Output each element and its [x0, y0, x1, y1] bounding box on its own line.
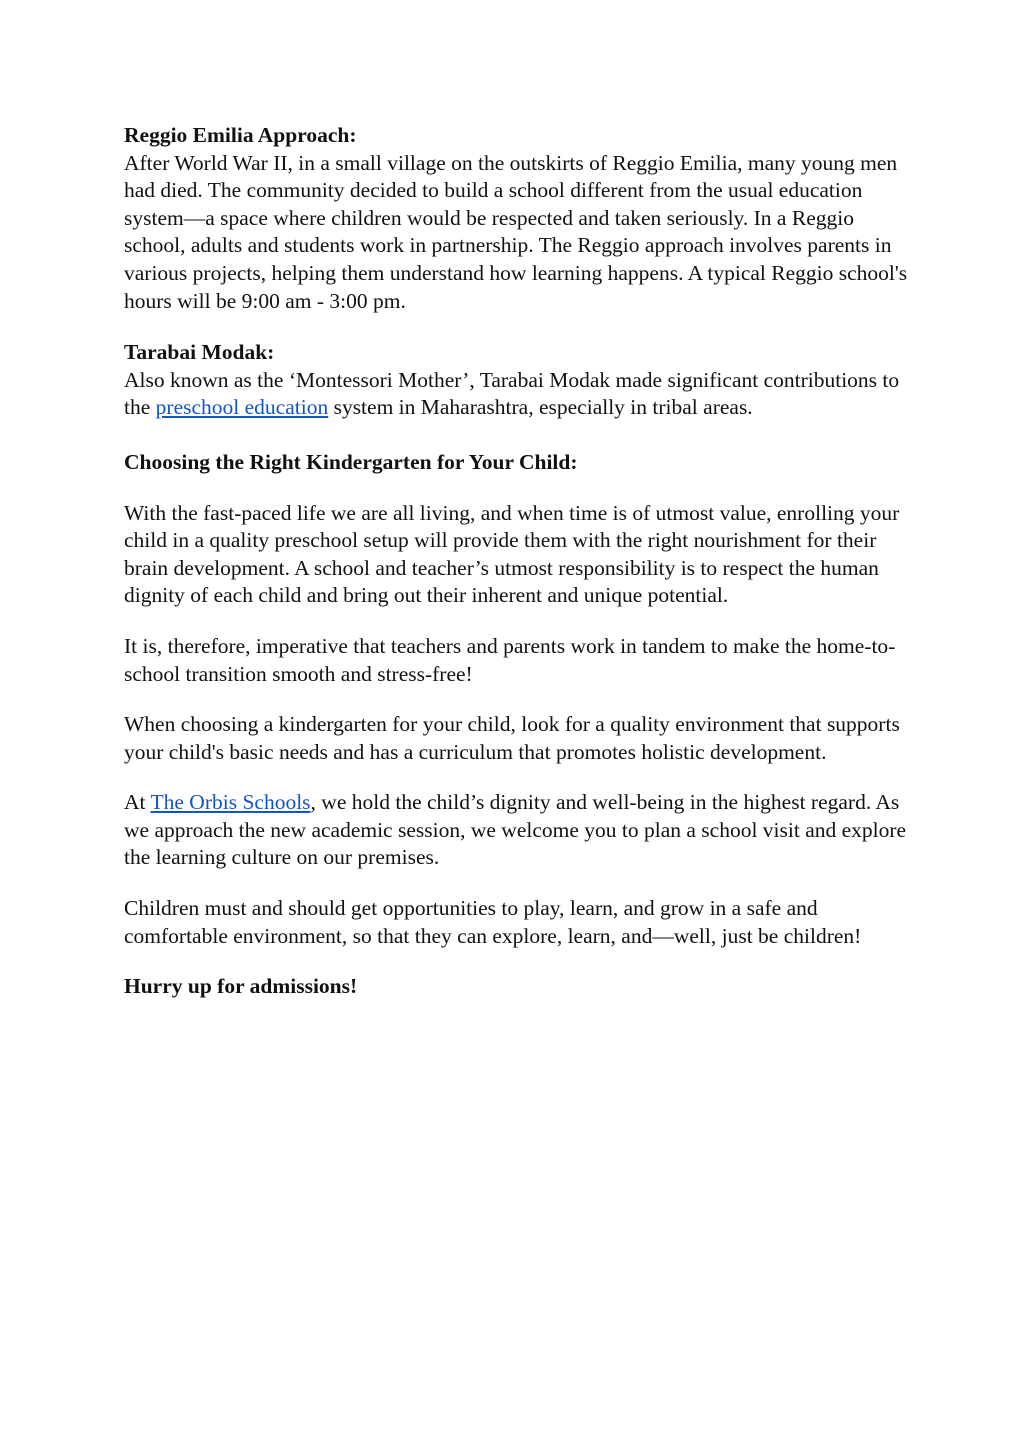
document-page	[124, 122, 914, 1001]
reggio-section	[124, 122, 914, 315]
choosing-paragraph-4	[124, 789, 914, 872]
choosing-heading: Choosing the Right Kindergarten for Your Child:	[124, 449, 578, 474]
preschool-education-link[interactable]: preschool education	[155, 395, 329, 420]
tarabai-section	[124, 339, 914, 422]
reggio-heading: Reggio Emilia Approach:	[124, 123, 357, 147]
choosing-paragraph-5: Children must and should get opportunities to play, learn, and grow in a safe and comfortable environment, so that they can explore, learn, and—well, just be children!	[124, 896, 862, 948]
tarabai-body	[124, 367, 914, 422]
tarabai-body-text-end: system in Maharashtra, especially in tribal areas.	[328, 395, 753, 420]
orbis-schools-link[interactable]: The Orbis Schools	[150, 790, 311, 815]
reggio-body: After World War II, in a small village on the outskirts of Reggio Emilia, many young men had died. The community decided to build a school different from the usual education system—a space where children would be respected and taken seriously. In a Reggio school, adults and students work in partnership. The Reggio approach involves parents in various projects, helping them understand how learning happens. A typical Reggio school's hours will be 9:00 am - 3:00 pm.	[124, 150, 908, 313]
choosing-paragraph-3: When choosing a kindergarten for your child, look for a quality environment that supports your child's basic needs and has a curriculum that promotes holistic development.	[124, 712, 900, 764]
tarabai-heading: Tarabai Modak:	[124, 340, 275, 365]
tarabai-body-text-start: Also known as the ‘Montessori Mother’, Tarabai Modak made significant contributions to the	[124, 367, 900, 420]
choosing-paragraph-1: With the fast-paced life we are all living, and when time is of utmost value, enrolling your child in a quality preschool setup will provide them with the right nourishment for their brain development. A school and teacher’s utmost responsibility is to respect the human dignity of each child and bring out their inherent and unique potential.	[124, 500, 900, 608]
orbis-text-end: , we hold the child’s dignity and well-being in the highest regard. As we approach the new academic session, we welcome you to plan a school visit and explore the learning culture on our premises.	[124, 790, 907, 870]
admissions-heading: Hurry up for admissions!	[124, 974, 358, 999]
orbis-text-start: At	[124, 790, 151, 815]
choosing-paragraph-2: It is, therefore, imperative that teachers and parents work in tandem to make the home-to-school transition smooth and stress-free!	[124, 633, 896, 686]
